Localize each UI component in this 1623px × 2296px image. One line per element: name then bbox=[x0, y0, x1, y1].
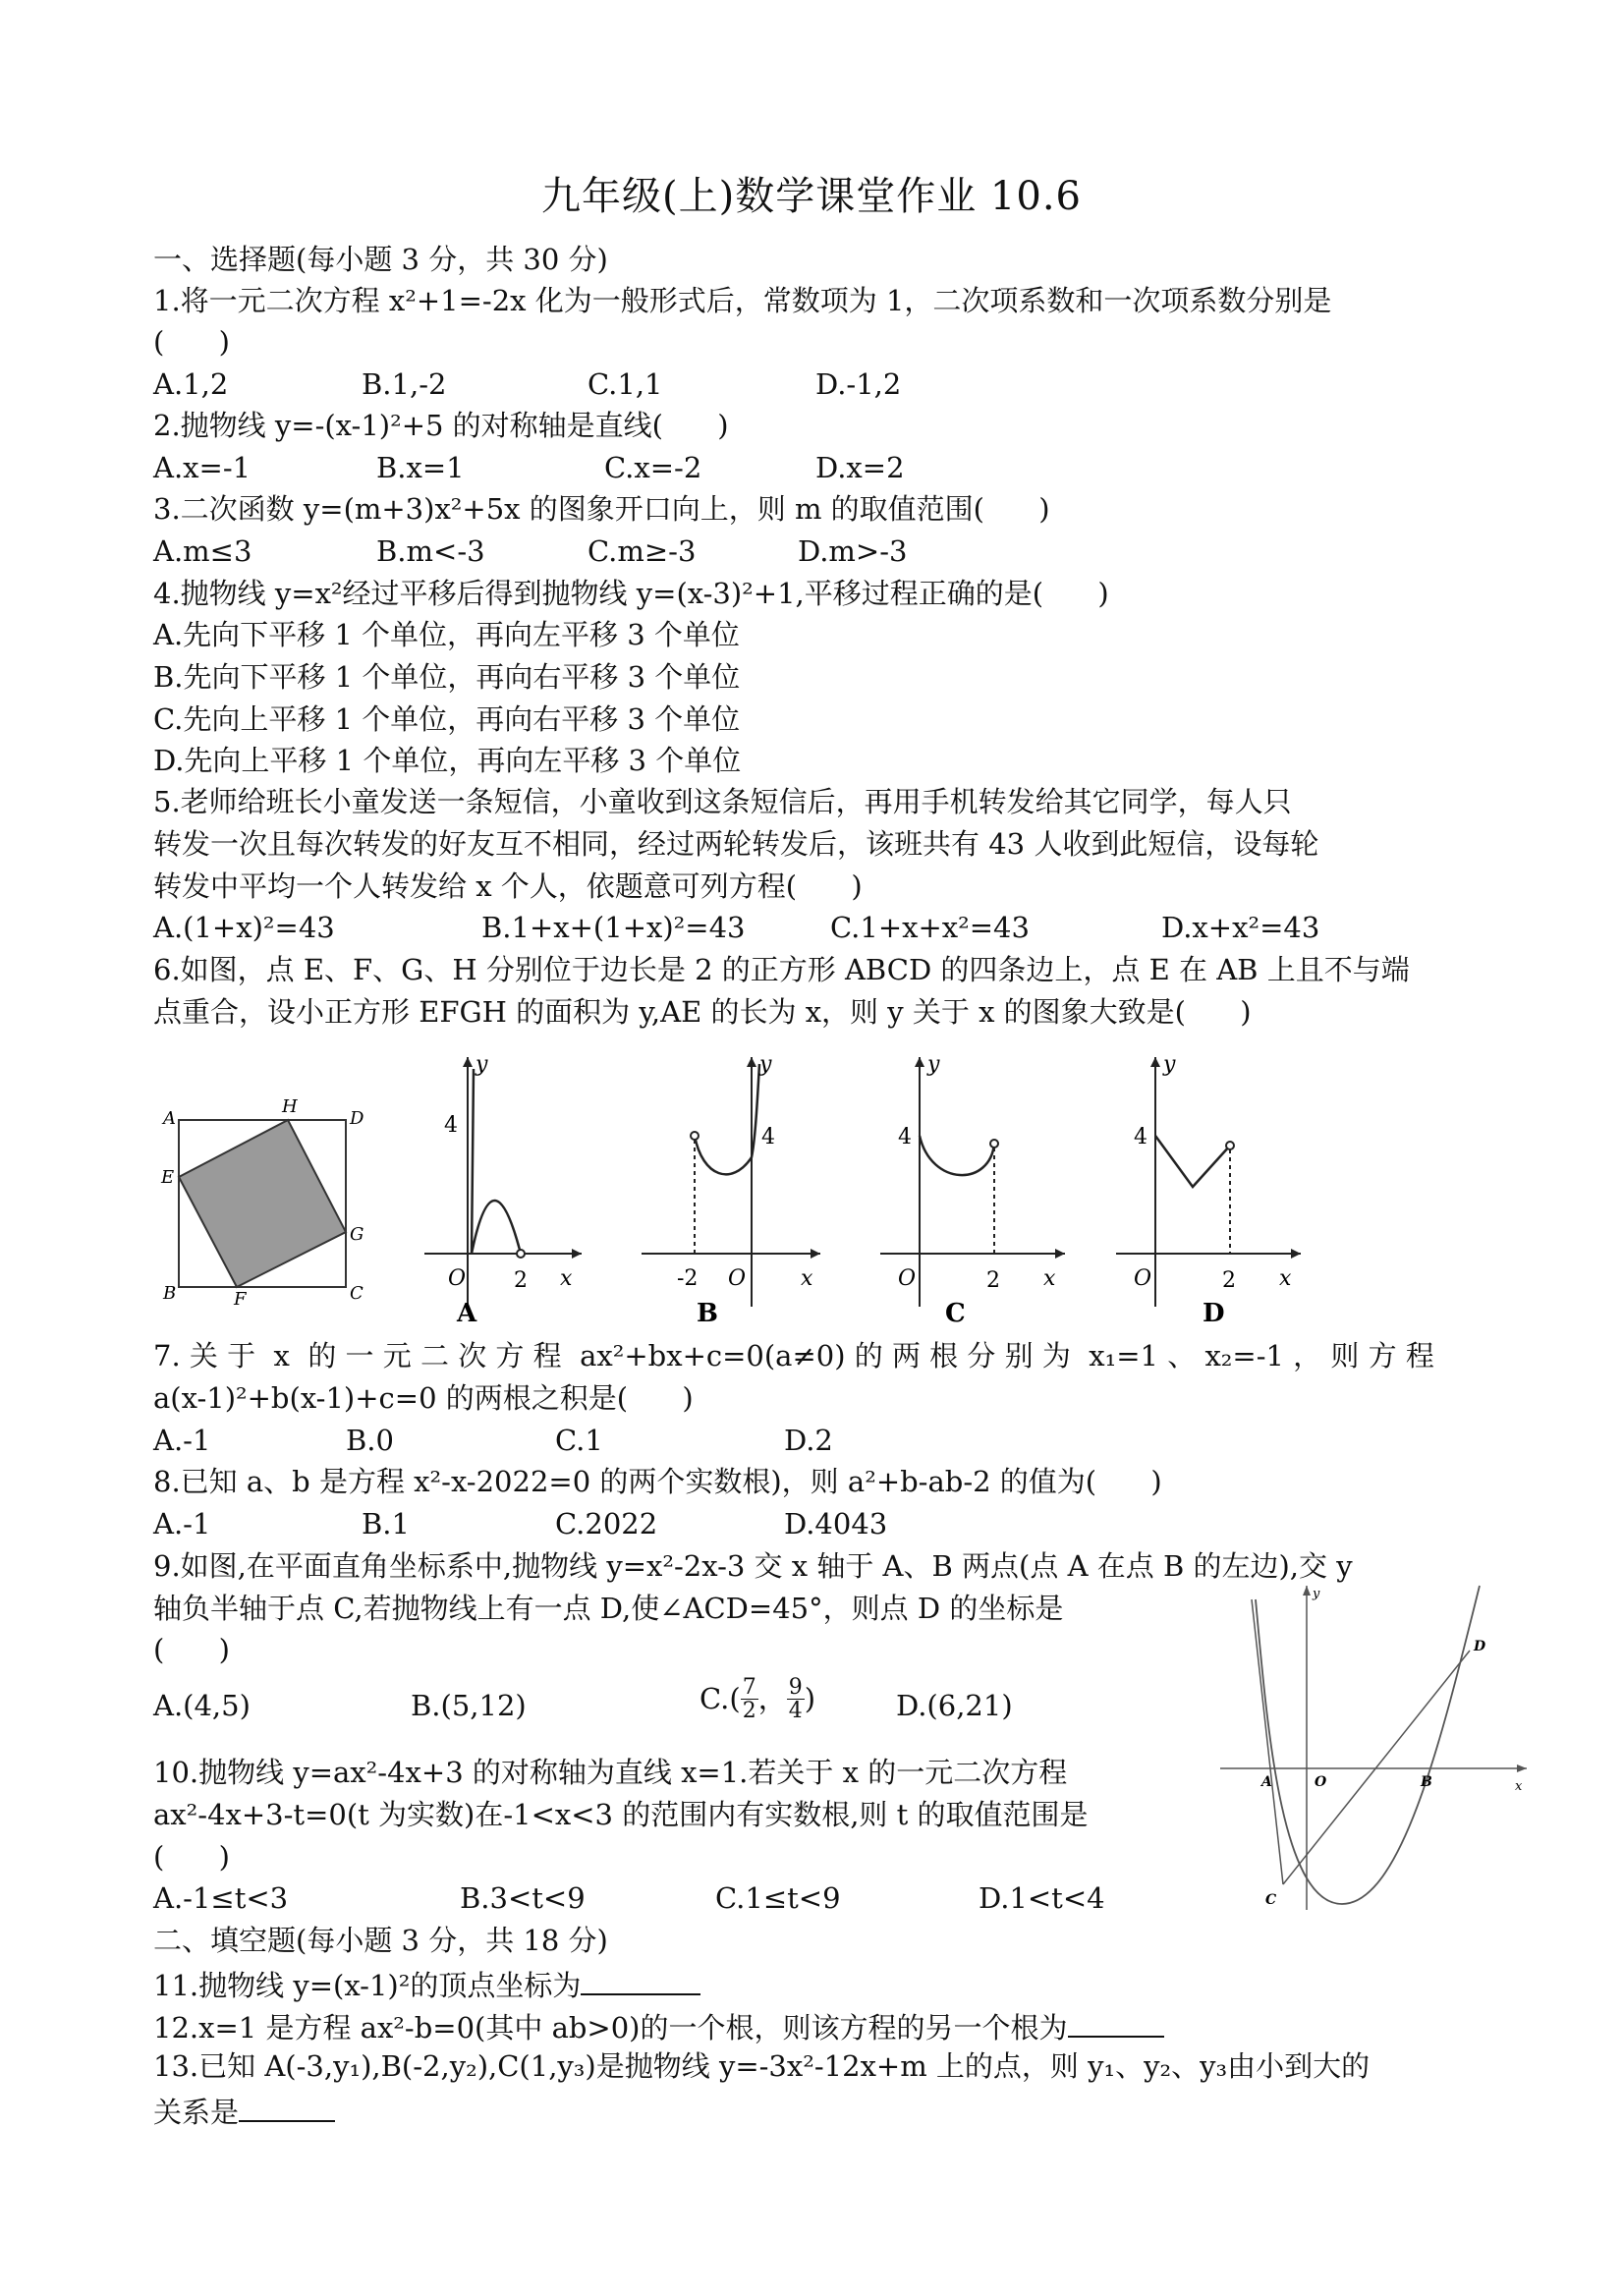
q1-option-d: D.-1,2 bbox=[815, 367, 902, 401]
q9-option-c bbox=[700, 1676, 815, 1722]
label-A: A bbox=[163, 1108, 176, 1129]
q5-option-b: B.1+x+(1+x)²=43 bbox=[481, 911, 746, 944]
label-A: A bbox=[1261, 1774, 1272, 1790]
x-axis-label: x bbox=[1043, 1266, 1056, 1291]
question-11-text: 11.抛物线 y=(x-1)²的顶点坐标为 bbox=[153, 1969, 582, 2002]
question-9-answer-paren: ( ) bbox=[153, 1633, 230, 1666]
q7-option-d: D.2 bbox=[784, 1424, 833, 1457]
label-D: D bbox=[350, 1108, 364, 1129]
q9-option-c-separator: ， bbox=[757, 1682, 787, 1716]
question-6-text-line2: 点重合，设小正方形 EFGH 的面积为 y,AE 的长为 x，则 y 关于 x 的图象大致是( ) bbox=[153, 995, 1252, 1029]
fraction-denominator: 4 bbox=[788, 1699, 803, 1724]
origin-label: O bbox=[728, 1266, 747, 1291]
q9-option-c-fraction-2 bbox=[787, 1676, 805, 1722]
y-tick-label: 4 bbox=[898, 1125, 912, 1149]
section-1-heading: 一、选择题(每小题 3 分，共 30 分) bbox=[153, 243, 608, 276]
question-13 bbox=[153, 2095, 335, 2127]
x-axis-label: x bbox=[801, 1266, 813, 1291]
q5-option-c: C.1+x+x²=43 bbox=[830, 911, 1030, 944]
q1-option-a: A.1,2 bbox=[153, 367, 229, 401]
x-axis-label: x bbox=[1515, 1779, 1523, 1794]
question-9-text-line2: 轴负半轴于点 C,若抛物线上有一点 D,使∠ACD=45°，则点 D 的坐标是 bbox=[153, 1592, 1064, 1625]
q6-graph-a bbox=[413, 1049, 589, 1324]
x-tick-label: 2 bbox=[514, 1268, 528, 1293]
question-10-answer-paren: ( ) bbox=[153, 1840, 230, 1874]
y-axis-label: y bbox=[476, 1052, 488, 1077]
question-4-text: 4.抛物线 y=x²经过平移后得到抛物线 y=(x-3)²+1,平移过程正确的是( ) bbox=[153, 577, 1109, 610]
answer-blank[interactable] bbox=[1068, 2010, 1164, 2038]
question-3-text: 3.二次函数 y=(m+3)x²+5x 的图象开口向上，则 m 的取值范围( ) bbox=[153, 492, 1050, 526]
question-5-text-line3: 转发中平均一个人转发给 x 个人，依题意可列方程( ) bbox=[153, 869, 863, 903]
x-tick-label: 2 bbox=[986, 1268, 1000, 1293]
question-7-text-line2: a(x-1)²+b(x-1)+c=0 的两根之积是( ) bbox=[153, 1381, 694, 1415]
q10-option-a: A.-1≤t<3 bbox=[153, 1881, 289, 1915]
page-title: 九年级(上)数学课堂作业 10.6 bbox=[541, 174, 1082, 219]
graph-caption: A bbox=[457, 1299, 477, 1324]
q9-parabola-figure bbox=[1216, 1580, 1531, 1914]
q7-option-b: B.0 bbox=[346, 1424, 394, 1457]
q3-option-c: C.m≥-3 bbox=[588, 534, 697, 568]
question-6-text-line1: 6.如图，点 E、F、G、H 分别位于边长是 2 的正方形 ABCD 的四条边上，点 E 在 AB 上且不与端 bbox=[153, 953, 1410, 986]
label-F: F bbox=[234, 1289, 247, 1307]
q5-option-d: D.x+x²=43 bbox=[1161, 911, 1320, 944]
label-H: H bbox=[282, 1096, 298, 1117]
question-13-text-line2: 关系是 bbox=[153, 2096, 240, 2129]
question-10-text-line1: 10.抛物线 y=ax²-4x+3 的对称轴为直线 x=1.若关于 x 的一元二次方程 bbox=[153, 1756, 1068, 1789]
q6-graph-b bbox=[634, 1049, 830, 1324]
q9-option-c-fraction-1 bbox=[741, 1676, 758, 1722]
q4-option-d: D.先向上平移 1 个单位，再向左平移 3 个单位 bbox=[153, 744, 742, 777]
question-9-text-line1: 9.如图,在平面直角坐标系中,抛物线 y=x²-2x-3 交 x 轴于 A、B 两点(点 A 在点 B 的左边),交 y bbox=[153, 1549, 1353, 1583]
x-axis-label: x bbox=[560, 1266, 573, 1291]
question-5-text-line2: 转发一次且每次转发的好友互不相同，经过两轮转发后，该班共有 43 人收到此短信，设每轮 bbox=[153, 827, 1319, 861]
y-tick-label: 4 bbox=[444, 1113, 458, 1138]
question-10-text-line2: ax²-4x+3-t=0(t 为实数)在-1<x<3 的范围内有实数根,则 t 的取值范围是 bbox=[153, 1798, 1089, 1831]
q6-square-figure bbox=[157, 1091, 373, 1307]
y-axis-label: y bbox=[759, 1052, 772, 1077]
fraction-denominator: 2 bbox=[742, 1699, 756, 1724]
q2-option-d: D.x=2 bbox=[815, 451, 905, 484]
label-E: E bbox=[161, 1167, 175, 1188]
y-axis-label: y bbox=[927, 1052, 940, 1077]
q10-option-d: D.1<t<4 bbox=[979, 1881, 1105, 1915]
q1-option-c: C.1,1 bbox=[588, 367, 663, 401]
q2-option-c: C.x=-2 bbox=[604, 451, 702, 484]
question-8-text: 8.已知 a、b 是方程 x²-x-2022=0 的两个实数根)，则 a²+b-ab-2 的值为( ) bbox=[153, 1465, 1162, 1498]
q3-option-b: B.m<-3 bbox=[376, 534, 485, 568]
y-axis-label: y bbox=[1163, 1052, 1176, 1077]
question-1-text: 1.将一元二次方程 x²+1=-2x 化为一般形式后，常数项为 1，二次项系数和一次项系数分别是 bbox=[153, 284, 1332, 317]
q4-option-c: C.先向上平移 1 个单位，再向右平移 3 个单位 bbox=[153, 702, 741, 736]
question-11 bbox=[153, 1968, 700, 2000]
q10-option-c: C.1≤t<9 bbox=[715, 1881, 841, 1915]
q6-graph-c bbox=[872, 1049, 1069, 1324]
q1-option-b: B.1,-2 bbox=[362, 367, 447, 401]
question-1-answer-paren: ( ) bbox=[153, 325, 230, 359]
origin-label: O bbox=[1134, 1266, 1152, 1291]
fraction-numerator: 7 bbox=[742, 1675, 756, 1700]
label-C: C bbox=[350, 1283, 364, 1304]
label-D: D bbox=[1474, 1639, 1486, 1654]
answer-blank[interactable] bbox=[239, 2095, 335, 2122]
question-2-text: 2.抛物线 y=-(x-1)²+5 的对称轴是直线( ) bbox=[153, 409, 729, 442]
q10-option-b: B.3<t<9 bbox=[460, 1881, 586, 1915]
q4-option-a: A.先向下平移 1 个单位，再向左平移 3 个单位 bbox=[153, 618, 740, 651]
q5-option-a: A.(1+x)²=43 bbox=[153, 911, 335, 944]
y-axis-label: y bbox=[1313, 1587, 1320, 1601]
q3-option-d: D.m>-3 bbox=[798, 534, 908, 568]
y-tick-label: 4 bbox=[1134, 1125, 1147, 1149]
y-tick-label: 4 bbox=[761, 1125, 775, 1149]
graph-caption: D bbox=[1203, 1299, 1225, 1324]
q8-option-c: C.2022 bbox=[555, 1507, 658, 1540]
square-efgh bbox=[179, 1120, 346, 1287]
answer-blank[interactable] bbox=[581, 1968, 700, 1995]
q9-option-c-suffix: ) bbox=[804, 1682, 816, 1716]
q2-option-a: A.x=-1 bbox=[153, 451, 252, 484]
question-13-text-line1: 13.已知 A(-3,y₁),B(-2,y₂),C(1,y₃)是抛物线 y=-3x²-12x+m 上的点，则 y₁、y₂、y₃由小到大的 bbox=[153, 2049, 1371, 2083]
x-axis-label: x bbox=[1279, 1266, 1292, 1291]
question-12-text: 12.x=1 是方程 ax²-b=0(其中 ab>0)的一个根，则该方程的另一个根为 bbox=[153, 2011, 1068, 2044]
origin-label: O bbox=[448, 1266, 467, 1291]
q6-graph-d bbox=[1108, 1049, 1305, 1324]
q8-option-d: D.4043 bbox=[784, 1507, 888, 1540]
q3-option-a: A.m≤3 bbox=[153, 534, 252, 568]
label-O: O bbox=[1315, 1774, 1327, 1790]
q4-option-b: B.先向下平移 1 个单位，再向右平移 3 个单位 bbox=[153, 660, 741, 694]
question-7-text-line1: 7. 关 于 x 的 一 元 二 次 方 程 ax²+bx+c=0(a≠0) 的 两 根 分 别 为 x₁=1 、 x₂=-1 ， 则 方 程 bbox=[153, 1339, 1434, 1372]
q9-option-c-prefix: C.( bbox=[700, 1682, 741, 1716]
q7-option-c: C.1 bbox=[555, 1424, 603, 1457]
x-tick-label: 2 bbox=[1222, 1268, 1236, 1293]
q9-option-a: A.(4,5) bbox=[153, 1689, 251, 1722]
graph-caption: B bbox=[697, 1299, 718, 1324]
label-C: C bbox=[1265, 1892, 1277, 1908]
q8-option-b: B.1 bbox=[362, 1507, 410, 1540]
q9-option-b: B.(5,12) bbox=[411, 1689, 527, 1722]
origin-label: O bbox=[898, 1266, 917, 1291]
section-2-heading: 二、填空题(每小题 3 分，共 18 分) bbox=[153, 1924, 608, 1957]
q2-option-b: B.x=1 bbox=[376, 451, 465, 484]
fraction-numerator: 9 bbox=[788, 1675, 803, 1700]
q8-option-a: A.-1 bbox=[153, 1507, 211, 1540]
label-G: G bbox=[350, 1224, 364, 1245]
x-tick-label: -2 bbox=[677, 1266, 699, 1291]
question-5-text-line1: 5.老师给班长小童发送一条短信，小童收到这条短信后，再用手机转发给其它同学，每人只 bbox=[153, 785, 1292, 818]
label-B: B bbox=[1421, 1774, 1432, 1790]
q9-option-d: D.(6,21) bbox=[896, 1689, 1013, 1722]
label-B: B bbox=[163, 1283, 177, 1304]
graph-caption: C bbox=[945, 1299, 966, 1324]
q7-option-a: A.-1 bbox=[153, 1424, 211, 1457]
question-12 bbox=[153, 2010, 1164, 2043]
